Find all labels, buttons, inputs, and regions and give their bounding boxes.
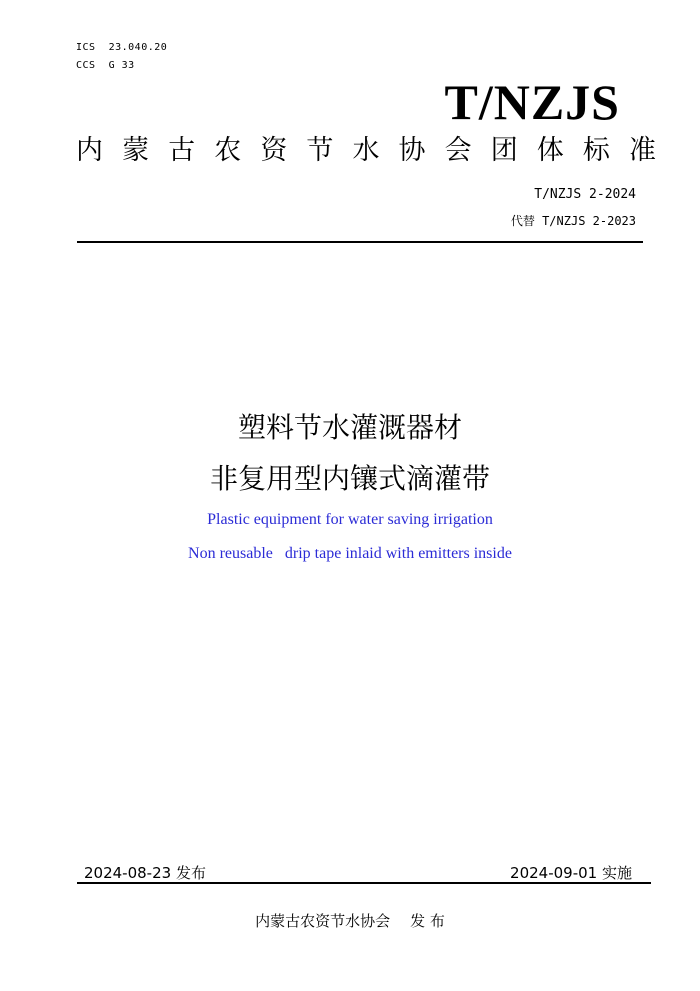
title-chinese-line-1: 塑料节水灌溉器材 (237, 411, 462, 444)
org-title-char: 古 (168, 135, 196, 166)
title-chinese-line-2: 非复用型内镶式滴灌带 (209, 462, 490, 495)
org-title-char: 团 (490, 135, 518, 166)
implementation-date: 2024-09-01 实施 (510, 864, 632, 882)
publisher-action: 发 布 (410, 912, 445, 930)
publisher-name: 内蒙古农资节水协会 (255, 912, 391, 930)
org-title-char: 内 (76, 135, 103, 166)
organization-standard-title (76, 134, 656, 168)
header-divider (77, 241, 643, 243)
org-title-char: 协 (398, 135, 426, 166)
title-english-line-1: Plastic equipment for water saving irrigation (207, 511, 493, 528)
org-title-char: 会 (444, 135, 472, 166)
org-title-char: 农 (214, 135, 242, 166)
publisher-line (0, 910, 700, 931)
org-title-char: 蒙 (122, 135, 150, 166)
org-title-char: 准 (628, 135, 656, 166)
replaces-note (511, 212, 636, 229)
org-title-char: 水 (352, 135, 380, 166)
title-english-line-2: Non reusable drip tape inlaid with emitters inside (188, 545, 512, 562)
issue-date: 2024-08-23 发布 (84, 864, 206, 882)
ccs-code: CCS G 33 (76, 60, 135, 71)
org-title-char: 体 (536, 135, 564, 166)
standard-code: T/NZJS (444, 74, 620, 130)
replaces-label: 代替 (510, 214, 535, 228)
org-title-char: 标 (582, 135, 610, 166)
standard-number: T/NZJS 2-2024 (534, 187, 636, 202)
replaces-number: T/NZJS 2-2023 (534, 214, 636, 228)
org-title-char: 节 (306, 135, 334, 166)
ics-code: ICS 23.040.20 (76, 42, 168, 53)
org-title-char: 资 (260, 135, 288, 166)
footer-divider (77, 882, 651, 884)
